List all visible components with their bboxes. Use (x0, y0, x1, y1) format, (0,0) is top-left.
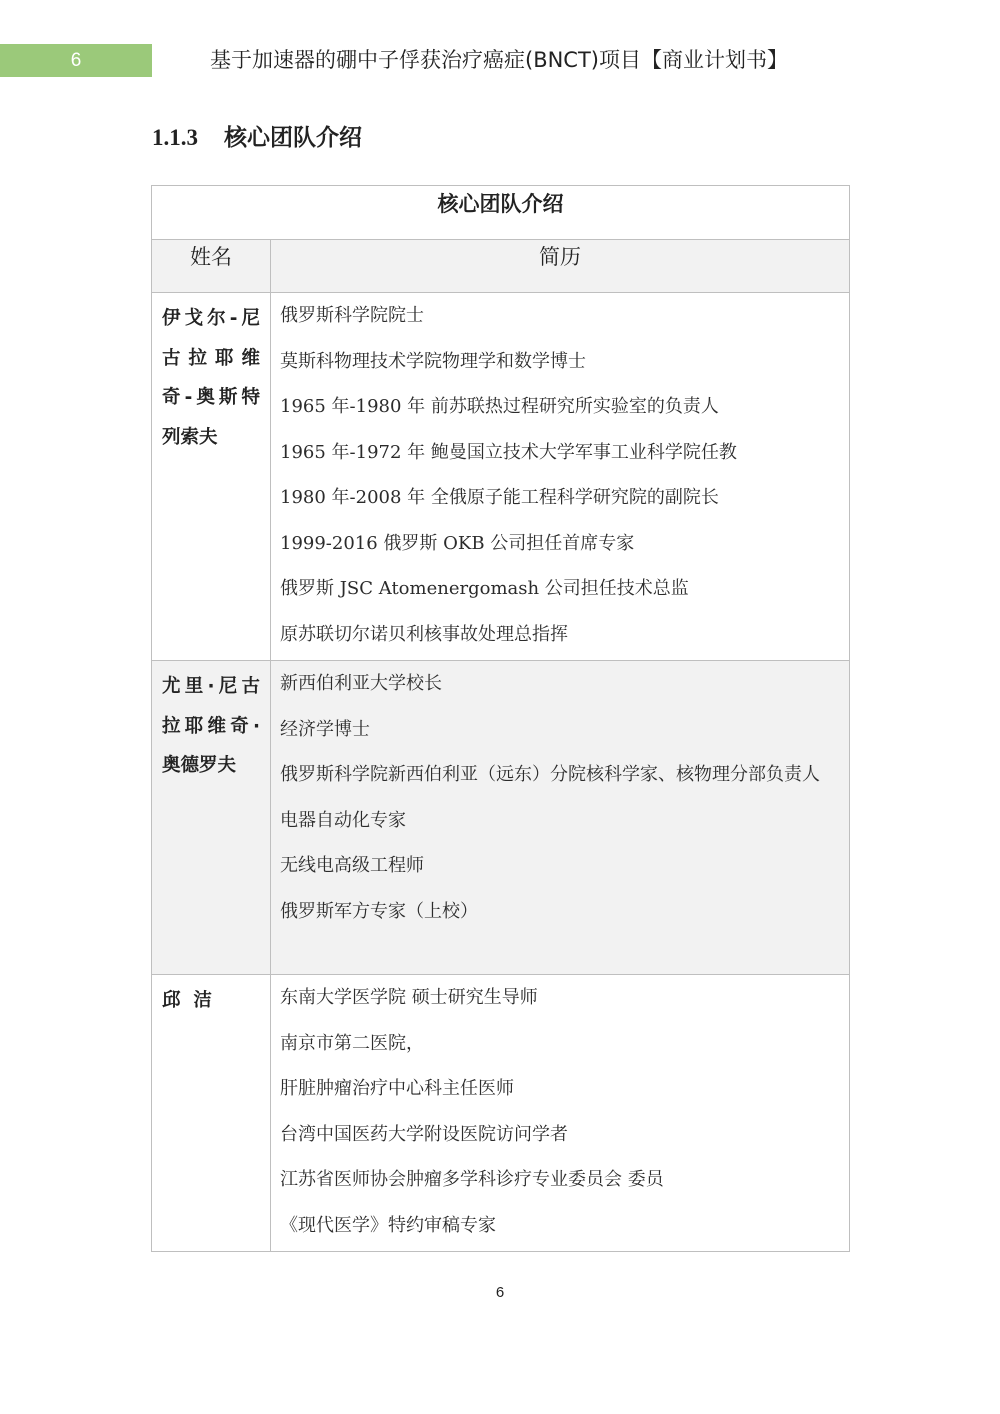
member-resume (271, 975, 850, 1252)
resume-item: 俄罗斯科学院院士 (280, 305, 424, 326)
resume-item: 台湾中国医药大学附设医院访问学者 (280, 1123, 568, 1145)
member-name: 邱 洁 (152, 975, 271, 1252)
column-header-resume: 简历 (271, 240, 850, 293)
resume-item: 1965 年-1980 年 前苏联热过程研究所实验室的负责人 (280, 396, 719, 417)
resume-item: 1965 年-1972 年 鲍曼国立技术大学军事工业科学院任教 (280, 441, 737, 463)
team-table (151, 185, 850, 1252)
resume-item: 电器自动化专家 (280, 809, 406, 831)
resume-item: 1999-2016 俄罗斯 OKB 公司担任首席专家 (280, 532, 635, 554)
resume-item: 东南大学医学院 硕士研究生导师 (280, 987, 538, 1008)
table-row (152, 661, 850, 975)
document-title: 基于加速器的硼中子俘获治疗癌症(BNCT)项目【商业计划书】 (210, 48, 788, 72)
resume-item: 俄罗斯科学院新西伯利亚（远东）分院核科学家、核物理分部负责人 (280, 764, 820, 785)
table-caption-row (152, 186, 850, 240)
resume-item: 南京市第二医院， (280, 1032, 424, 1054)
section-number: 1.1.3 (152, 125, 198, 150)
table-row (152, 975, 850, 1252)
resume-item: 俄罗斯军方专家（上校） (280, 900, 478, 922)
table-header-row (152, 240, 850, 293)
page-number-tab: 6 (0, 44, 152, 77)
member-name: 伊戈尔-尼古拉耶维奇-奥斯特列索夫 (152, 293, 271, 661)
resume-item: 《现代医学》特约审稿专家 (280, 1214, 496, 1236)
resume-item: 无线电高级工程师 (280, 855, 424, 876)
column-header-name: 姓名 (152, 240, 271, 293)
page-number-footer: 6 (495, 1284, 505, 1301)
member-name: 尤里·尼古拉耶维奇·奥德罗夫 (152, 661, 271, 975)
table-row (152, 293, 850, 661)
section-title: 核心团队介绍 (224, 125, 362, 151)
resume-item: 原苏联切尔诺贝利核事故处理总指挥 (280, 623, 568, 645)
section-heading (152, 120, 362, 156)
member-resume (271, 293, 850, 661)
resume-item: 新西伯利亚大学校长 (280, 673, 442, 694)
resume-item: 莫斯科物理技术学院物理学和数学博士 (280, 350, 586, 372)
resume-item: 俄罗斯 JSC Atomenergomash 公司担任技术总监 (280, 578, 689, 599)
member-resume (271, 661, 850, 975)
resume-item: 经济学博士 (280, 718, 370, 740)
resume-item: 肝脏肿瘤治疗中心科主任医师 (280, 1078, 514, 1099)
resume-item: 江苏省医师协会肿瘤多学科诊疗专业委员会 委员 (280, 1169, 664, 1190)
resume-item: 1980 年-2008 年 全俄原子能工程科学研究院的副院长 (280, 487, 719, 508)
table-caption: 核心团队介绍 (152, 186, 850, 240)
